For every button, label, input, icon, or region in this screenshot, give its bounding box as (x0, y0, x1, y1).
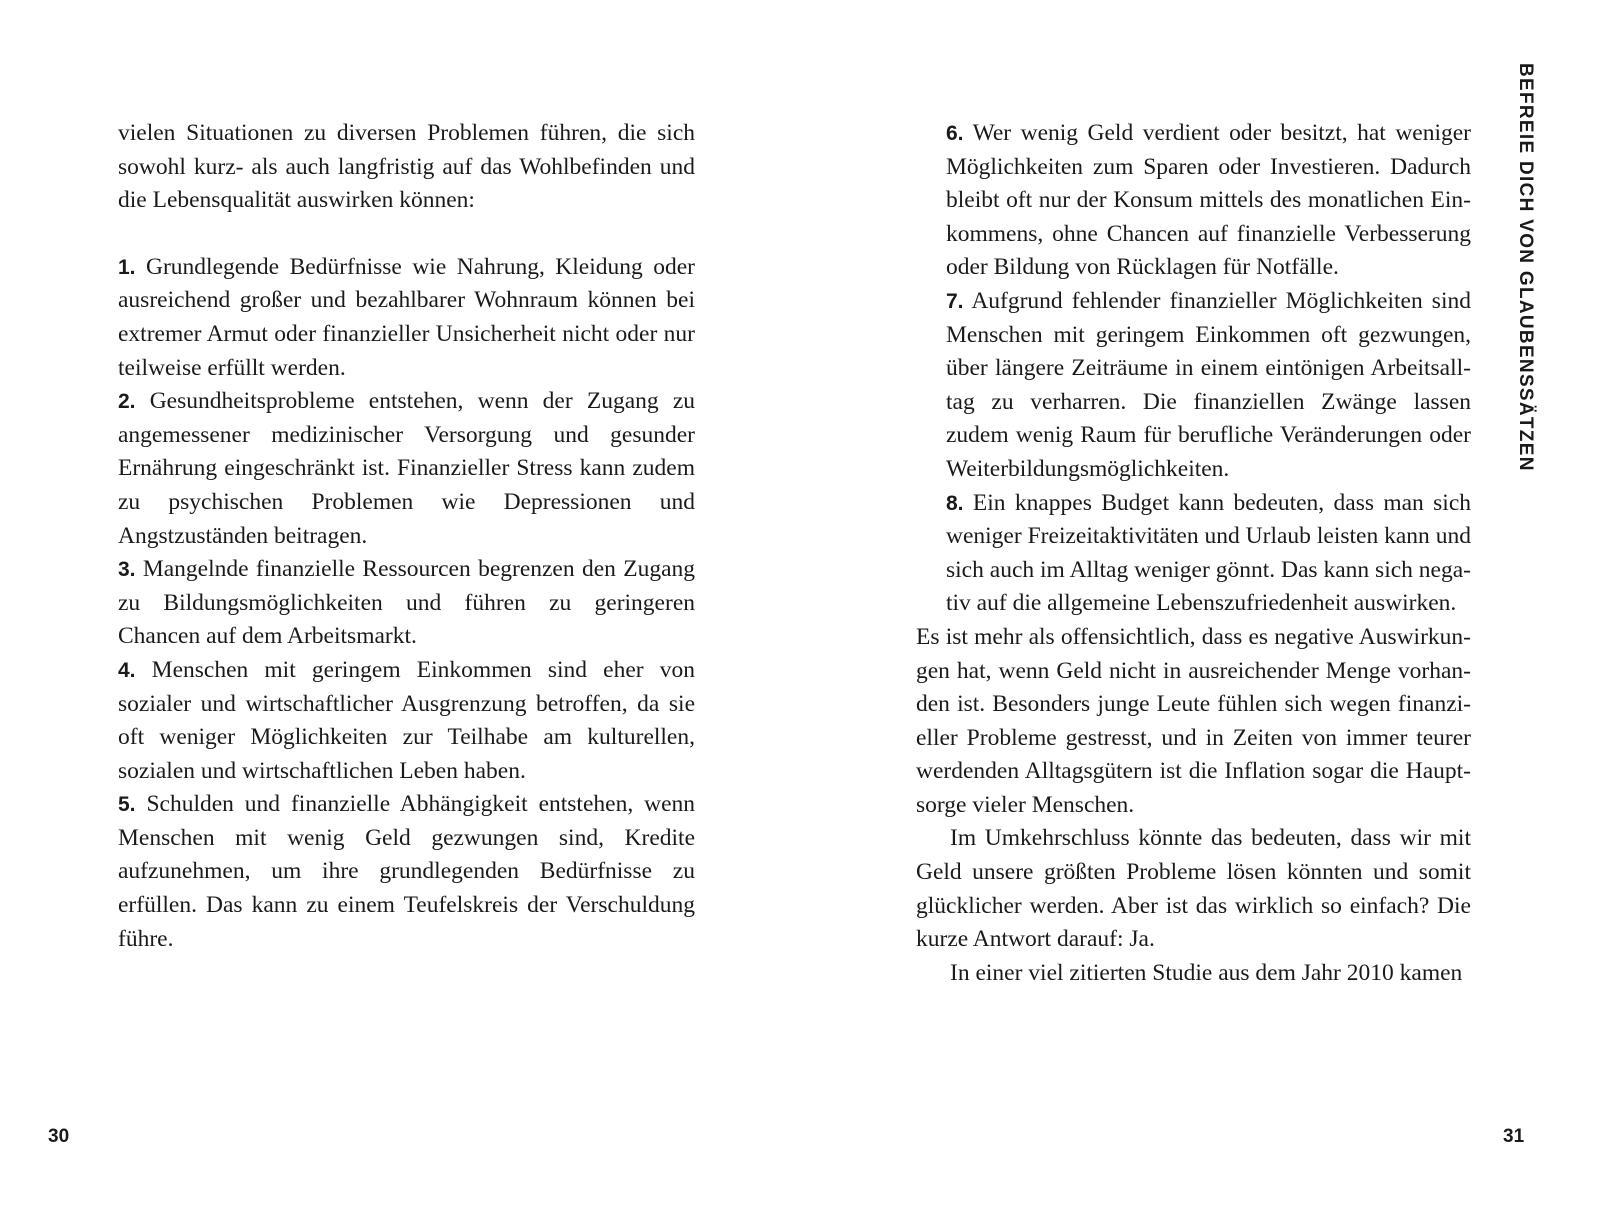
intro-paragraph: vielen Situationen zu diversen Problemen führen, die sich sowohl kurz- als auch langfristig auf das Wohlbefinden und die Lebensqualität auswirken können: (118, 120, 695, 214)
list-item-2 (118, 385, 695, 553)
running-head-chapter-title: BEFREIE DICH VON GLAUBENSSÄTZEN (1515, 63, 1536, 472)
list-item-8 (946, 487, 1471, 621)
list-item-text: Gesundheitsprobleme entstehen, wenn der Zugang zu angemessener medizinischer Versorgung und gesunder Ernährung eingeschränkt ist. Finanzieller Stress kann zudem zu psychischen Problemen wie Depressionen und Angstzuständen beitragen. (118, 388, 696, 549)
list-item-text: Mangelnde finanzielle Ressourcen begrenzen den Zugang zu Bildungsmöglichkeiten und führen zu geringeren Chancen auf dem Arbeitsmarkt. (118, 556, 695, 650)
numbered-list-continued (946, 117, 1471, 621)
list-item-text: Aufgrund fehlender finanzieller Möglichkeiten sind Menschen mit geringem Einkommen oft gezwungen, über längere Zeiträume in einem eintönigen Arbeitsalltag zu verharren. Die finanziellen Zwänge lassen zudem wenig Raum für berufliche Veränderungen oder Weiterbildungsmöglichkeiten. (946, 287, 1471, 482)
list-number: 2. (118, 390, 136, 414)
list-item-text: Menschen mit geringem Einkommen sind eher von sozialer und wirtschaftlicher Ausgrenzung betroffen, da sie oft weniger Möglichkeiten zur Teilhabe am kulturellen, sozialen und wirtschaftlichen Leben haben. (118, 656, 695, 784)
body-paragraph-2: Im Umkehrschluss könnte das bedeuten, dass wir mit Geld unsere größten Probleme lösen könnten und somit glücklicher werden. Aber ist das wirklich so einfach? Die kurze Antwort darauf: Ja. (916, 825, 1471, 953)
list-number: 7. (946, 289, 964, 313)
list-item-4 (118, 654, 695, 788)
list-item-7 (946, 285, 1471, 487)
list-number: 4. (118, 658, 136, 682)
list-number: 3. (118, 558, 136, 582)
list-number: 1. (118, 255, 136, 279)
list-item-3 (118, 553, 695, 654)
list-item-5 (118, 788, 695, 956)
body-paragraph-1: Es ist mehr als offensichtlich, dass es negative Auswirkungen hat, wenn Geld nicht in ausreichender Menge vorhanden ist. Besonders junge Leute fühlen sich wegen finanzieller Probleme gestresst, und in Zeiten von immer teurer werdenden Alltagsgütern ist die Inflation sogar die Hauptsorge vieler Menschen. (916, 623, 1471, 818)
list-number: 6. (946, 122, 964, 145)
right-page (803, 0, 1606, 1211)
right-text-column (916, 117, 1471, 990)
page-number-right: 31 (1503, 1126, 1525, 1147)
list-item-1 (118, 251, 695, 385)
left-text-column (118, 117, 695, 956)
list-item-text: Grundlegende Bedürfnisse wie Nahrung, Kleidung oder ausreichend großer und bezahlbarer Wohnraum können bei extremer Armut oder finanzieller Unsicherheit nicht oder nur teilweise erfüllt werden. (118, 253, 696, 381)
body-paragraph-3: In einer viel zitierten Studie aus dem Jahr 2010 kamen (950, 959, 1463, 986)
list-number: 5. (118, 793, 136, 817)
list-item-text: Wer wenig Geld verdient oder besitzt, hat weniger Möglichkeiten zum Sparen oder Investieren. Dadurch bleibt oft nur der Konsum mittels des monatlichen Einkommens, ohne Chancen auf finanzielle Verbesserung oder Bildung von Rücklagen für Notfälle. (946, 120, 1471, 281)
list-item-6 (946, 117, 1471, 285)
list-number: 8. (946, 491, 964, 515)
page-number-left: 30 (48, 1126, 70, 1147)
list-item-text: Ein knappes Budget kann bedeuten, dass man sich weniger Freizeitaktivitäten und Urlaub leisten kann und sich auch im Alltag weniger gönnt. Das kann sich negativ auf die allgemeine Lebenszufriedenheit auswirken. (946, 489, 1472, 617)
list-item-text: Schulden und finanzielle Abhängigkeit entstehen, wenn Menschen mit wenig Geld gezwungen sind, Kredite aufzunehmen, um ihre grundlegenden Bedürfnisse zu erfüllen. Das kann zu einem Teufelskreis der Verschuldung führe. (118, 791, 695, 952)
